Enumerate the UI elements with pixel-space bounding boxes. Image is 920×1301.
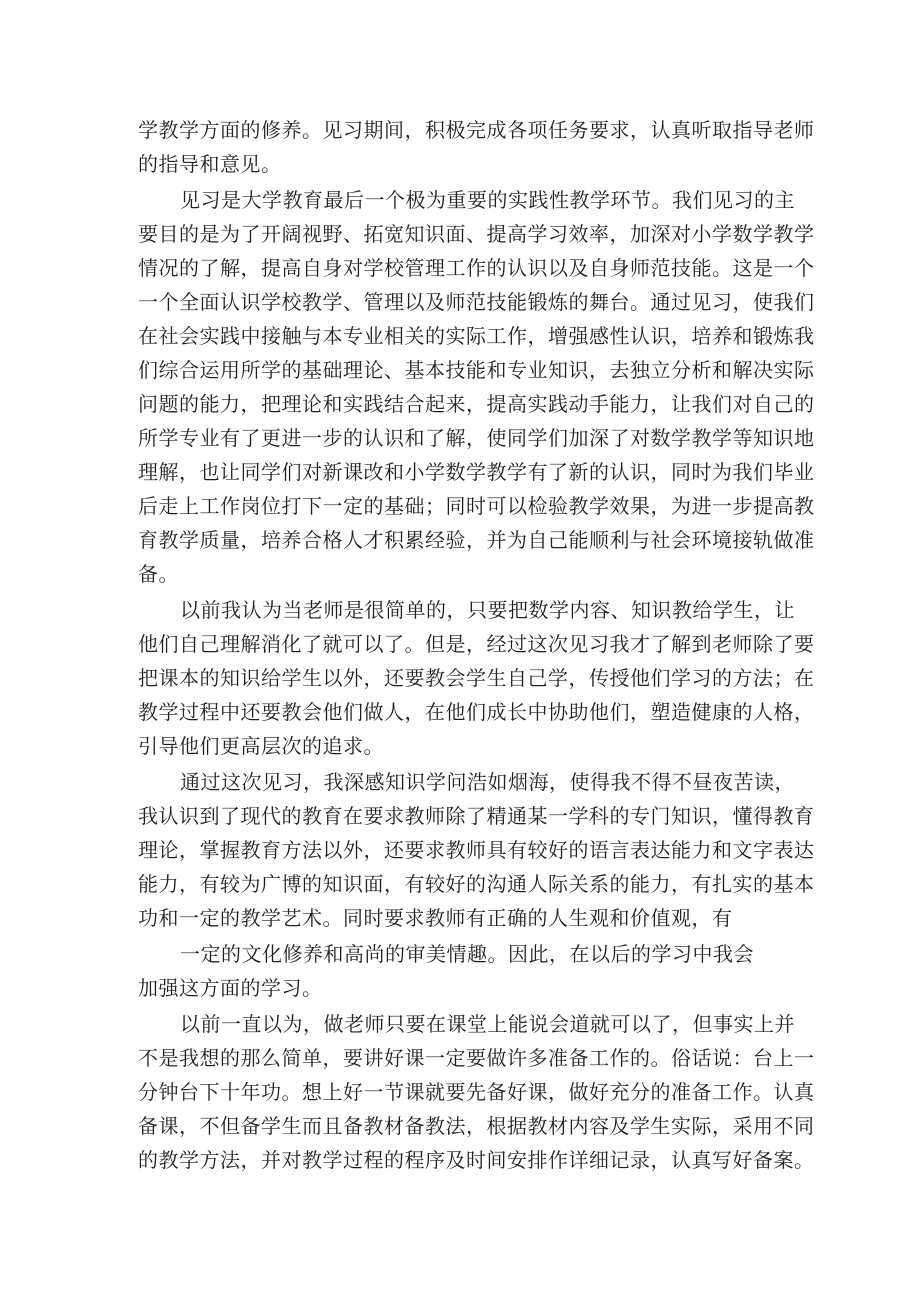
text-line: 在社会实践中接触与本专业相关的实际工作，增强感性认识，培养和锻炼我 [138,324,815,348]
text-line: 的指导和意见。 [138,152,282,176]
paragraph-first-line: 以前我认为当老师是很简单的，只要把数学内容、知识教给学生，让 [180,598,795,622]
text-line: 分钟台下十年功。想上好一节课就要先备好课，做好充分的准备工作。认真 [138,1080,815,1104]
text-line: 要目的是为了开阔视野、拓宽知识面、提高学习效率，加深对小学数学教学 [138,222,815,246]
text-line: 所学专业有了更进一步的认识和了解，使同学们加深了对数学教学等知识地 [138,426,815,450]
text-line: 能力，有较为广博的知识面，有较好的沟通人际关系的能力，有扎实的基本 [138,872,815,896]
text-line: 不是我想的那么简单，要讲好课一定要做许多准备工作的。俗话说：台上一 [138,1046,815,1070]
text-line: 把课本的知识给学生以外，还要教会学生自己学，传授他们学习的方法；在 [138,666,815,690]
text-line: 理论，掌握教育方法以外，还要求教师具有较好的语言表达能力和文字表达 [138,838,815,862]
text-line: 理解，也让同学们对新课改和小学数学教学有了新的认识，同时为我们毕业 [138,460,815,484]
text-line: 一个全面认识学校教学、管理以及师范技能锻炼的舞台。通过见习，使我们 [138,290,815,314]
text-line: 我认识到了现代的教育在要求教师除了精通某一学科的专门知识，懂得教育 [138,804,815,828]
text-line: 功和一定的教学艺术。同时要求教师有正确的人生观和价值观，有 [138,906,733,930]
text-line: 教学过程中还要教会他们做人，在他们成长中协助他们，塑造健康的人格， [138,700,815,724]
text-line: 备。 [138,562,179,586]
text-line: 的教学方法，并对教学过程的程序及时间安排作详细记录，认真写好备案。 [138,1148,815,1172]
paragraph-first-line: 以前一直以为，做老师只要在课堂上能说会道就可以了，但事实上并 [180,1012,795,1036]
text-line: 育教学质量，培养合格人才积累经验，并为自己能顺利与社会环境接轨做准 [138,528,815,552]
text-line: 们综合运用所学的基础理论、基本技能和专业知识，去独立分析和解决实际 [138,358,815,382]
text-line: 他们自己理解消化了就可以了。但是，经过这次见习我才了解到老师除了要 [138,632,815,656]
paragraph-first-line: 见习是大学教育最后一个极为重要的实践性教学环节。我们见习的主 [180,188,795,212]
text-line: 一定的文化修养和高尚的审美情趣。因此，在以后的学习中我会 [180,942,754,966]
text-line: 情况的了解，提高自身对学校管理工作的认识以及自身师范技能。这是一个 [138,256,815,280]
text-line: 加强这方面的学习。 [138,976,323,1000]
text-line: 问题的能力，把理论和实践结合起来，提高实践动手能力，让我们对自己的 [138,392,815,416]
text-line: 引导他们更高层次的追求。 [138,734,384,758]
text-line: 备课，不但备学生而且备教材备教法，根据教材内容及学生实际，采用不同 [138,1114,815,1138]
paragraph-first-line: 通过这次见习，我深感知识学问浩如烟海，使得我不得不昼夜苦读， [180,770,795,794]
text-line: 学教学方面的修养。见习期间，积极完成各项任务要求，认真听取指导老师 [138,118,815,142]
text-line: 后走上工作岗位打下一定的基础；同时可以检验教学效果，为进一步提高教 [138,494,815,518]
